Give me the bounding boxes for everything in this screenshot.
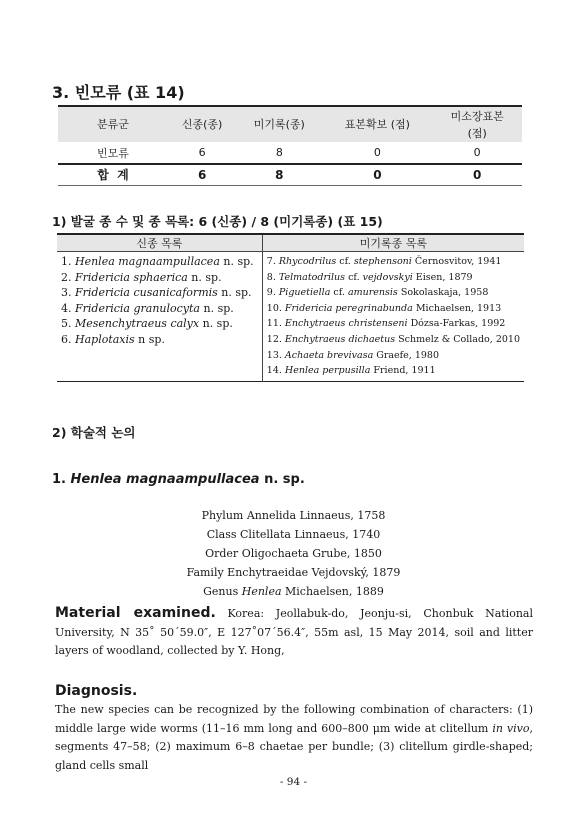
species-author: Dózsa-Farkas, 1992 (407, 318, 506, 330)
species-name: Telmatodrilus (278, 271, 346, 283)
discussion-heading: 2) 학술적 논의 (52, 425, 136, 440)
genus-author: Michaelsen, 1889 (281, 585, 384, 598)
taxonomy-line: Phylum Annelida Linnaeus, 1758 (201, 509, 386, 522)
species-list-heading: 1) 발굴 종 수 및 종 목록: 6 (신종) / 8 (미기록종) (표 15) (52, 214, 383, 229)
material-text: Korea: Jeollabuk-do, Jeonju-si, Chonbuk National University, N 35˚ 50´59.0″, E 127˚07´56.4″, 55m asl, 15 May 2014, soil and litter layers of woodland, collected by Y. Hong, (55, 607, 533, 657)
list-item (267, 363, 520, 379)
list-item (267, 285, 520, 301)
species-name: Fridericia peregrinabunda (284, 302, 413, 314)
species-suffix: n. sp. (200, 301, 234, 315)
item-number: 11. (266, 318, 282, 330)
species-name: Henlea magnaampullacea (70, 472, 260, 487)
summary-header-row (58, 106, 522, 142)
taxonomy-line (0, 582, 587, 601)
summary-header-cell: 분류군 (58, 106, 168, 142)
species-name: Achaeta brevivasa (284, 349, 374, 361)
species-author: Friend, 1911 (370, 365, 436, 377)
page-number: - 94 - (279, 776, 308, 788)
table-cell: 0 (322, 142, 432, 164)
species-name: Henlea magnaampullacea (75, 255, 220, 268)
species-qualifier: cf. (336, 256, 354, 267)
table-cell: 0 (432, 164, 522, 185)
item-number: 14. (266, 365, 282, 377)
species-epithet: vejdovskyi (362, 271, 413, 283)
table-cell: 0 (432, 142, 522, 164)
diagnosis-text: The new species can be recognized by the following combination of characters: (1) middle large wide worms (11–16 mm long and 600–800 μm wide at clitellum (55, 703, 533, 735)
list-item (61, 285, 258, 301)
list-item (267, 254, 520, 270)
new-species-list (57, 252, 262, 382)
species-name: Enchytraeus christenseni (284, 318, 408, 330)
list-item (61, 270, 258, 286)
list-item (61, 254, 258, 270)
species-suffix: n. sp. (219, 255, 254, 268)
item-number: 7. (266, 256, 276, 267)
table-cell: 6 (168, 164, 236, 185)
item-number: 8. (266, 271, 276, 283)
species-name: Fridericia granulocyta (75, 301, 200, 315)
species-author: Černosvitov, 1941 (411, 256, 502, 267)
recorded-species-header: 미기록종 목록 (262, 234, 524, 252)
list-item (61, 332, 258, 348)
species-author: Michaelsen, 1913 (412, 302, 502, 314)
species-suffix: n. sp. (187, 270, 222, 284)
diagnosis-paragraph (55, 701, 533, 775)
genus-prefix: Genus (203, 585, 242, 598)
table-cell: 합 계 (58, 164, 168, 185)
species-name: Haplotaxis (75, 332, 135, 346)
summary-header-cell: 미소장표본 (점) (432, 106, 522, 142)
species-number: 1. (52, 472, 71, 487)
list-item (267, 301, 520, 317)
item-number: 4. (61, 301, 72, 315)
summary-table (58, 105, 522, 186)
taxonomy-line: Order Oligochaeta Grube, 1850 (205, 547, 382, 560)
species-author: Graefe, 1980 (373, 349, 440, 361)
species-name: Mesenchytraeus calyx (75, 317, 200, 330)
material-heading: Material examined. (55, 605, 216, 621)
section-title: 3. 빈모류 (표 14) (52, 83, 185, 102)
species-epithet: stephensoni (353, 256, 412, 267)
table-cell: 8 (236, 142, 322, 164)
species-name: Rhycodrilus (278, 256, 337, 267)
summary-header-cell: 표본확보 (점) (322, 106, 432, 142)
item-number: 3. (61, 286, 72, 299)
new-species-header: 신종 목록 (57, 234, 262, 252)
species-author: Schmelz & Collado, 2010 (395, 333, 520, 345)
list-item (61, 316, 258, 332)
list-item (267, 316, 520, 332)
species-author: Eisen, 1879 (412, 271, 473, 283)
diagnosis-heading: Diagnosis. (55, 683, 138, 699)
species-name: Henlea perpusilla (284, 365, 371, 377)
item-number: 12. (266, 333, 282, 345)
diagnosis-text: , segments 47–58; (2) maximum 6–8 chaetae per bundle; (3) clitellum girdle-shaped; gland cells small (55, 721, 533, 772)
species-name: Fridericia sphaerica (75, 270, 188, 284)
diagnosis-italic: in vivo (492, 721, 530, 735)
species-suffix: n. sp. (199, 317, 233, 330)
species-suffix: n sp. (134, 332, 165, 346)
species-name: Enchytraeus dichaetus (284, 333, 396, 345)
item-number: 10. (266, 302, 282, 314)
taxonomy-line: Class Clitellata Linnaeus, 1740 (206, 528, 381, 541)
taxonomy-block (0, 506, 587, 601)
table-cell: 6 (168, 142, 236, 164)
item-number: 2. (61, 270, 72, 284)
species-qualifier: cf. (345, 271, 363, 283)
genus-name: Henlea (241, 585, 282, 598)
table-cell: 빈모류 (58, 142, 168, 164)
item-number: 5. (61, 317, 72, 330)
species-name: Fridericia cusanicaformis (75, 286, 218, 299)
material-paragraph (55, 604, 533, 661)
recorded-species-list (262, 252, 524, 382)
species-qualifier: cf. (330, 287, 348, 299)
summary-header-cell: 미기록(종) (236, 106, 322, 142)
list-item (267, 332, 520, 348)
species-title (52, 472, 305, 487)
table-cell: 8 (236, 164, 322, 185)
species-author: Sokolaskaja, 1958 (397, 287, 489, 299)
list-item (267, 270, 520, 286)
species-list-table (57, 233, 524, 382)
summary-header-cell: 신종(종) (168, 106, 236, 142)
total-row (58, 164, 522, 185)
table-row (58, 142, 522, 164)
list-item (61, 301, 258, 317)
species-suffix: n. sp. (259, 472, 305, 487)
list-item (267, 348, 520, 364)
item-number: 13. (266, 349, 282, 361)
item-number: 6. (61, 332, 72, 346)
species-epithet: amurensis (347, 287, 398, 299)
table-cell: 0 (322, 164, 432, 185)
species-name: Piguetiella (278, 287, 331, 299)
item-number: 9. (266, 287, 276, 299)
species-suffix: n. sp. (217, 286, 252, 299)
item-number: 1. (61, 255, 72, 268)
taxonomy-line: Family Enchytraeidae Vejdovský, 1879 (186, 566, 401, 579)
